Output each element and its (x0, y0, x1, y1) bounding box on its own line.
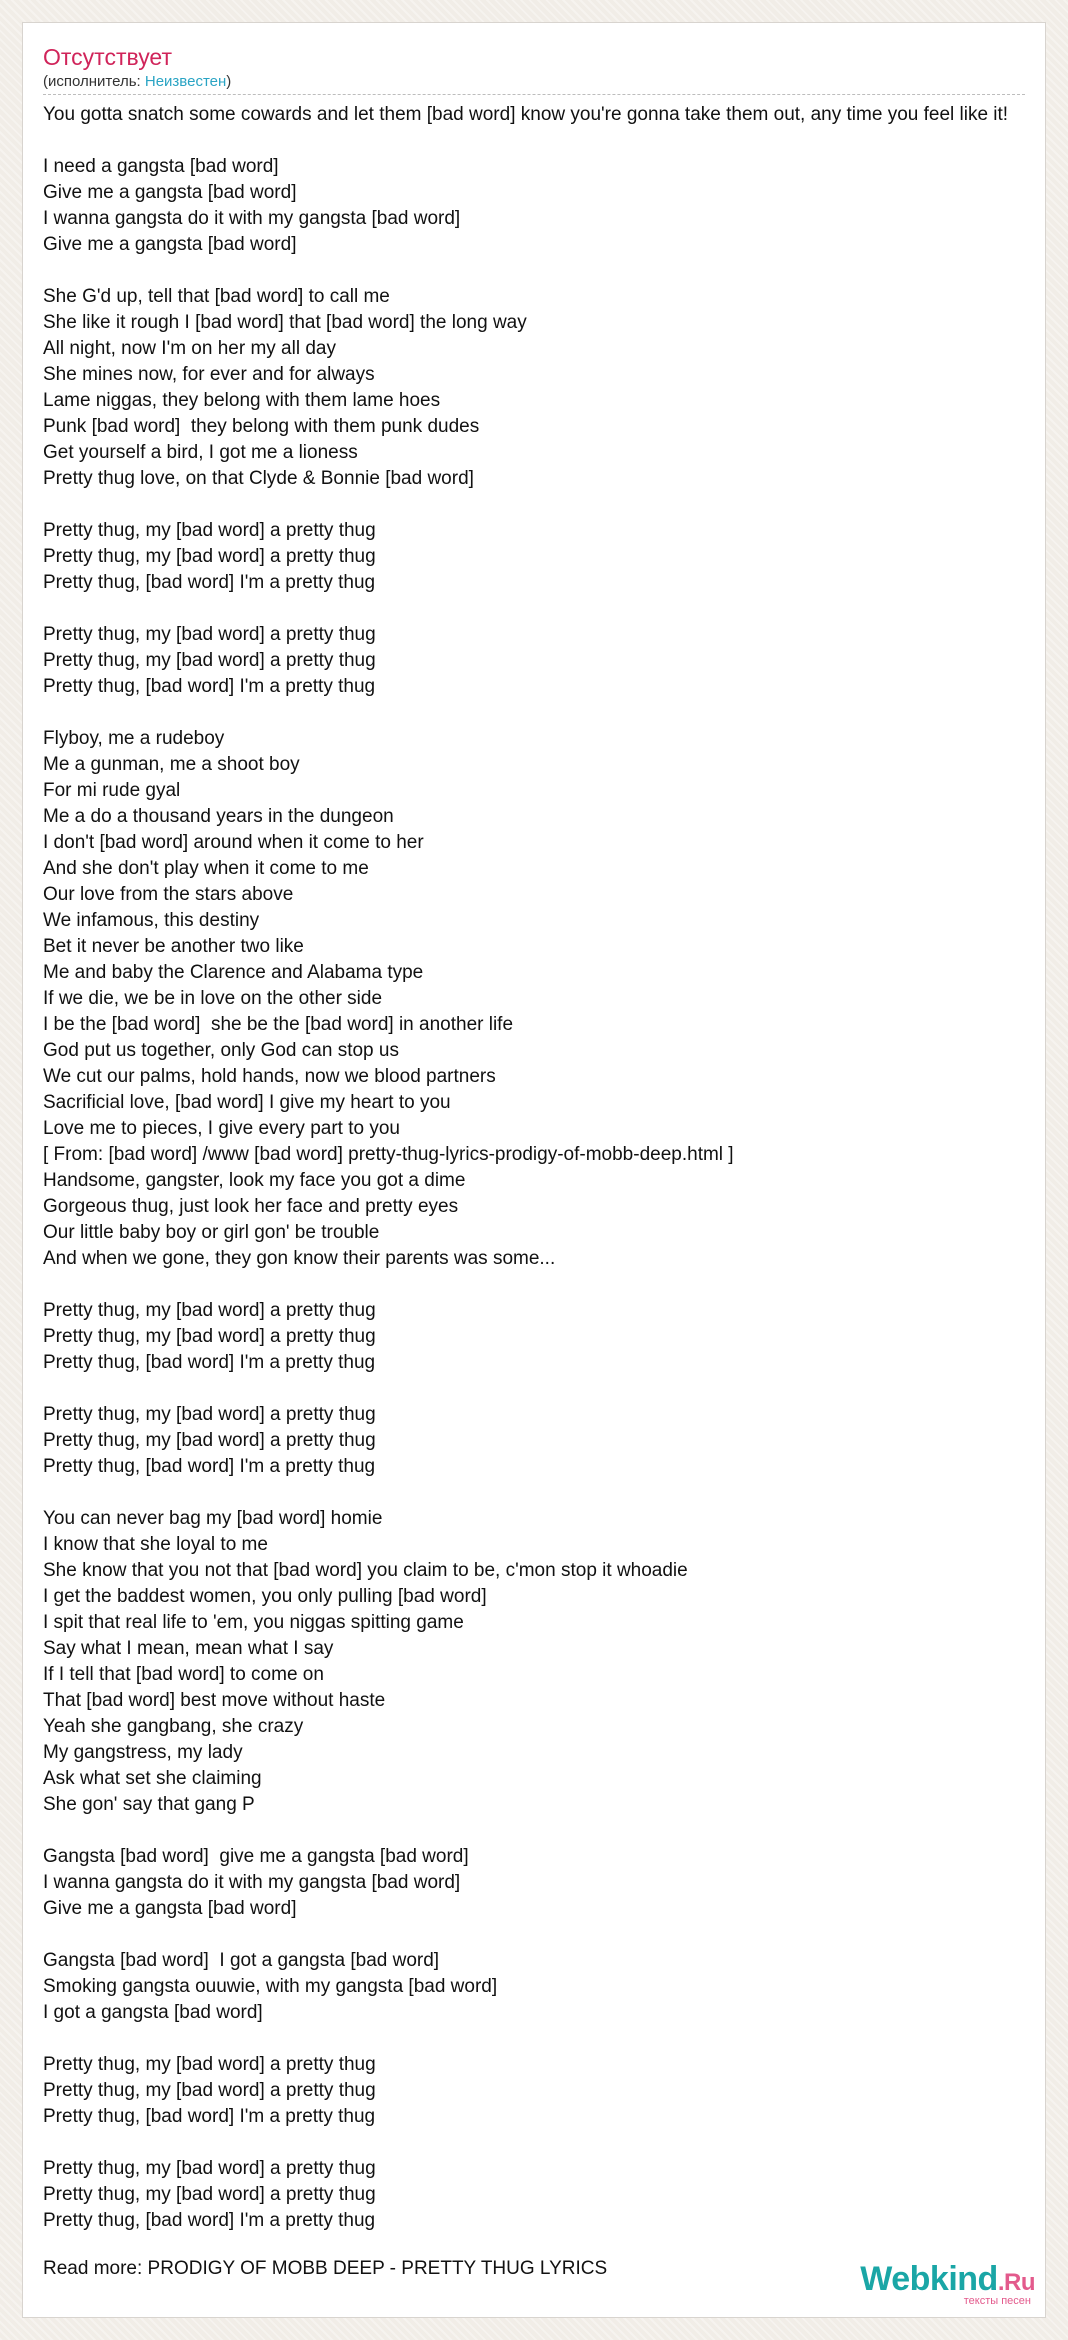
lyric-line: Give me a gangsta [bad word] (43, 234, 297, 255)
lyric-line: Lame niggas, they belong with them lame hoes (43, 390, 441, 411)
lyric-line: Me a gunman, me a shoot boy (43, 754, 300, 775)
lyric-line: I need a gangsta [bad word] (43, 156, 279, 177)
lyric-blank-line (43, 492, 1046, 518)
artist-link[interactable]: Неизвестен (144, 73, 227, 90)
lyric-line: She like it rough I [bad word] that [bad word] the long way (43, 312, 527, 333)
lyric-line: Love me to pieces, I give every part to you (43, 1118, 400, 1139)
lyric-line: That [bad word] best move without haste (43, 1690, 386, 1711)
lyric-blank-line (43, 596, 1046, 622)
page-title: Отсутствует (43, 44, 172, 70)
lyric-line: Pretty thug, my [bad word] a pretty thug (43, 2158, 376, 2179)
lyric-line: And when we gone, they gon know their parents was some... (43, 1248, 556, 1269)
lyric-line: Me and baby the Clarence and Alabama type (43, 962, 424, 983)
lyric-line: Pretty thug, [bad word] I'm a pretty thug (43, 1352, 376, 1373)
lyric-line: My gangstress, my lady (43, 1742, 243, 1763)
lyric-line: Get yourself a bird, I got me a lioness (43, 442, 358, 463)
lyric-line: I know that she loyal to me (43, 1534, 268, 1555)
lyric-line: For mi rude gyal (43, 780, 181, 801)
lyric-line: Bet it never be another two like (43, 936, 304, 957)
lyric-blank-line (43, 258, 1046, 284)
webkind-logo[interactable] (835, 2260, 1035, 2307)
lyric-line: Give me a gangsta [bad word] (43, 1898, 297, 1919)
lyric-line: Pretty thug, [bad word] I'm a pretty thug (43, 2210, 376, 2231)
lyric-line: Say what I mean, mean what I say (43, 1638, 334, 1659)
lyric-line: I don't [bad word] around when it come to her (43, 832, 424, 853)
lyric-line: Pretty thug, my [bad word] a pretty thug (43, 520, 376, 541)
lyric-blank-line (43, 2026, 1046, 2052)
lyric-blank-line (43, 1272, 1046, 1298)
lyric-blank-line (43, 2130, 1046, 2156)
lyric-line: Give me a gangsta [bad word] (43, 182, 297, 203)
lyric-line: I wanna gangsta do it with my gangsta [bad word] (43, 208, 461, 229)
artist-prefix: (исполнитель: (43, 73, 145, 90)
lyric-line: Me a do a thousand years in the dungeon (43, 806, 394, 827)
lyric-line: If we die, we be in love on the other side (43, 988, 383, 1009)
lyric-blank-line (43, 128, 1046, 154)
logo-suffix: .Ru (997, 2269, 1035, 2296)
lyric-line: Pretty thug, [bad word] I'm a pretty thug (43, 676, 376, 697)
lyric-blank-line (43, 1818, 1046, 1844)
lyric-blank-line (43, 1480, 1046, 1506)
artist-suffix: ) (226, 73, 232, 90)
lyric-line: She gon' say that gang P (43, 1794, 255, 1815)
lyric-line: Pretty thug, [bad word] I'm a pretty thug (43, 2106, 376, 2127)
lyric-line: Gangsta [bad word] give me a gangsta [bad word] (43, 1846, 469, 1867)
lyric-line: Handsome, gangster, look my face you got a dime (43, 1170, 466, 1191)
lyric-line: Sacrificial love, [bad word] I give my heart to you (43, 1092, 451, 1113)
lyric-line: All night, now I'm on her my all day (43, 338, 336, 359)
lyrics-body (43, 102, 1046, 2234)
lyric-line: You can never bag my [bad word] homie (43, 1508, 383, 1529)
lyric-line: Pretty thug, my [bad word] a pretty thug (43, 2054, 376, 2075)
lyric-line: We infamous, this destiny (43, 910, 260, 931)
lyric-line: And she don't play when it come to me (43, 858, 369, 879)
lyric-line: Ask what set she claiming (43, 1768, 262, 1789)
lyric-line: Pretty thug, my [bad word] a pretty thug (43, 1430, 376, 1451)
lyric-line: Flyboy, me a rudeboy (43, 728, 225, 749)
lyric-blank-line (43, 1922, 1046, 1948)
lyric-line: You gotta snatch some cowards and let them [bad word] know you're gonna take them out, any time you feel like it! (43, 104, 1009, 125)
lyric-blank-line (43, 700, 1046, 726)
lyric-line: Gorgeous thug, just look her face and pretty eyes (43, 1196, 459, 1217)
lyric-line: I got a gangsta [bad word] (43, 2002, 263, 2023)
lyric-line: [ From: [bad word] /www [bad word] pretty-thug-lyrics-prodigy-of-mobb-deep.html ] (43, 1144, 734, 1165)
lyric-line: Pretty thug, my [bad word] a pretty thug (43, 546, 376, 567)
lyric-line: Pretty thug, my [bad word] a pretty thug (43, 1300, 376, 1321)
lyric-line: I get the baddest women, you only pulling [bad word] (43, 1586, 487, 1607)
artist-line (43, 73, 231, 91)
lyric-line: She G'd up, tell that [bad word] to call me (43, 286, 390, 307)
lyric-line: We cut our palms, hold hands, now we blood partners (43, 1066, 496, 1087)
lyric-line: Pretty thug, my [bad word] a pretty thug (43, 624, 376, 645)
lyric-line: Smoking gangsta ouuwie, with my gangsta [bad word] (43, 1976, 498, 1997)
lyric-line: Pretty thug, [bad word] I'm a pretty thug (43, 1456, 376, 1477)
lyric-line: She mines now, for ever and for always (43, 364, 375, 385)
lyric-line: I wanna gangsta do it with my gangsta [bad word] (43, 1872, 461, 1893)
lyric-line: Pretty thug, my [bad word] a pretty thug (43, 1326, 376, 1347)
lyric-line: Our love from the stars above (43, 884, 294, 905)
lyric-blank-line (43, 1376, 1046, 1402)
header-divider (43, 94, 1025, 95)
lyric-line: Gangsta [bad word] I got a gangsta [bad word] (43, 1950, 440, 1971)
lyric-line: I spit that real life to 'em, you niggas spitting game (43, 1612, 464, 1633)
logo-tagline: тексты песен (963, 2295, 1031, 2307)
lyric-line: If I tell that [bad word] to come on (43, 1664, 324, 1685)
lyric-line: Pretty thug, [bad word] I'm a pretty thug (43, 572, 376, 593)
lyric-line: Pretty thug love, on that Clyde & Bonnie [bad word] (43, 468, 474, 489)
lyric-line: Pretty thug, my [bad word] a pretty thug (43, 2184, 376, 2205)
lyric-line: Yeah she gangbang, she crazy (43, 1716, 304, 1737)
lyric-line: Pretty thug, my [bad word] a pretty thug (43, 2080, 376, 2101)
lyric-line: Pretty thug, my [bad word] a pretty thug (43, 1404, 376, 1425)
read-more-text: Read more: PRODIGY OF MOBB DEEP - PRETTY THUG LYRICS (43, 2258, 608, 2279)
lyric-line: Pretty thug, my [bad word] a pretty thug (43, 650, 376, 671)
lyric-line: She know that you not that [bad word] you claim to be, c'mon stop it whoadie (43, 1560, 688, 1581)
lyric-line: God put us together, only God can stop us (43, 1040, 399, 1061)
lyric-line: Punk [bad word] they belong with them punk dudes (43, 416, 480, 437)
lyrics-card (22, 22, 1046, 2318)
lyric-line: I be the [bad word] she be the [bad word] in another life (43, 1014, 514, 1035)
lyric-line: Our little baby boy or girl gon' be trouble (43, 1222, 380, 1243)
logo-name: Webkind (860, 2260, 998, 2298)
